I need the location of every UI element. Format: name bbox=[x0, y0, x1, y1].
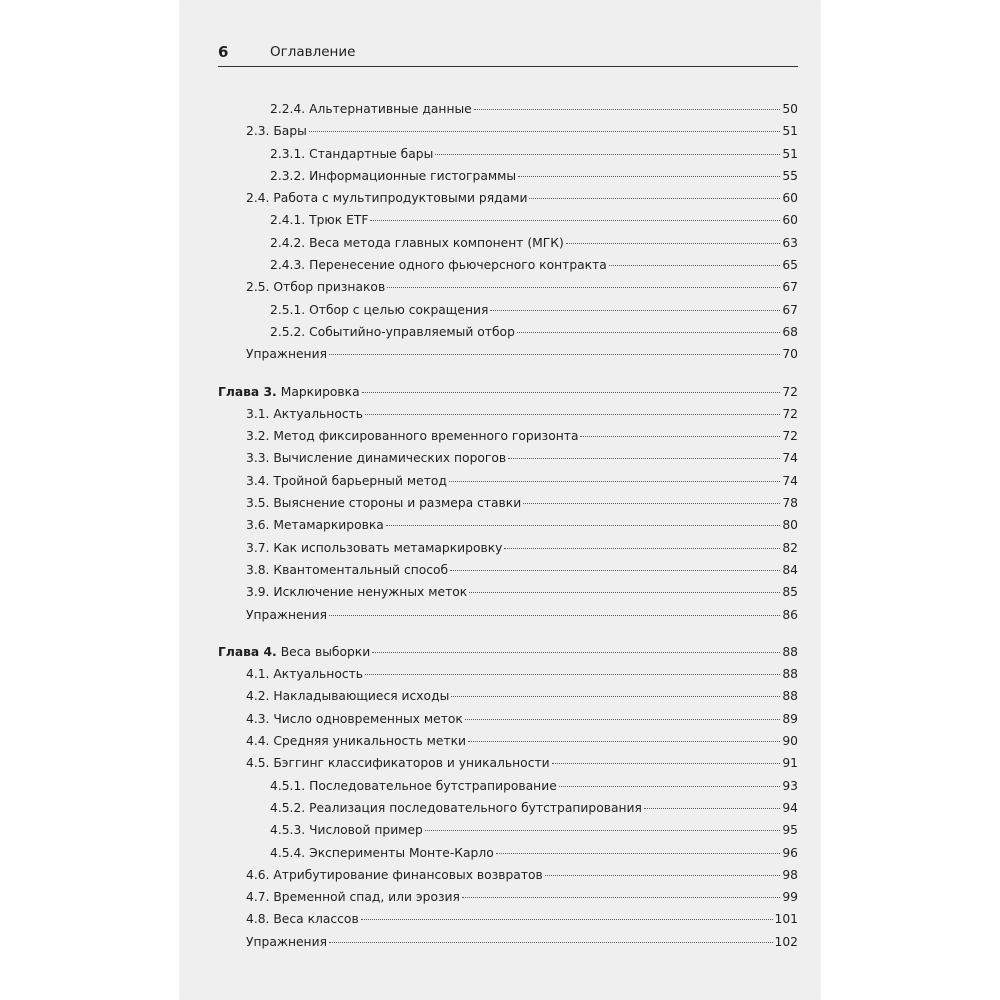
toc-entry-4-5 bbox=[218, 756, 798, 778]
toc-entry-text: 2.3.1. Стандартные бары bbox=[270, 146, 434, 161]
toc-entry-text: 2.5. Отбор признаков bbox=[246, 280, 386, 295]
toc-entry-page: 80 bbox=[782, 518, 798, 533]
toc-entry-page: 60 bbox=[782, 191, 798, 206]
toc-entry-4-3 bbox=[218, 712, 798, 734]
toc-entry-text: 4.5. Бэггинг классификаторов и уникальности bbox=[246, 756, 550, 771]
dot-leader bbox=[309, 131, 780, 132]
toc-entry-2-4-3 bbox=[218, 258, 798, 280]
toc-entry-text: 3.9. Исключение ненужных меток bbox=[246, 585, 468, 600]
toc-entry-text: 3.4. Тройной барьерный метод bbox=[246, 473, 447, 488]
toc-entry-text: 4.5.2. Реализация последовательного бутстрапирования bbox=[270, 800, 642, 815]
toc-entry-text: 2.4.1. Трюк ETF bbox=[270, 213, 369, 228]
dot-leader bbox=[425, 830, 781, 831]
toc-entry-text: 3.8. Квантоментальный способ bbox=[246, 562, 449, 577]
toc-entry-2-5 bbox=[218, 280, 798, 302]
toc-entry-4-2 bbox=[218, 689, 798, 711]
dot-leader bbox=[451, 696, 780, 697]
toc-entry-page: 91 bbox=[782, 756, 798, 771]
dot-leader bbox=[329, 615, 780, 616]
dot-leader bbox=[370, 220, 780, 221]
toc-entry-text: 4.6. Атрибутирование финансовых возвратов bbox=[246, 867, 543, 882]
toc-entry-text: 2.3. Бары bbox=[246, 124, 307, 139]
toc-entry-2-3-2 bbox=[218, 169, 798, 191]
toc-entry-page: 101 bbox=[774, 912, 798, 927]
toc-entry-2-5-2 bbox=[218, 325, 798, 347]
toc-entry-text: 4.5.3. Числовой пример bbox=[270, 823, 423, 838]
running-title: Оглавление bbox=[270, 44, 356, 60]
toc-entry-text: 2.2.4. Альтернативные данные bbox=[270, 102, 472, 116]
toc-entry-page: 65 bbox=[782, 258, 798, 273]
dot-leader bbox=[435, 154, 780, 155]
toc-entry-text: 4.3. Число одновременных меток bbox=[246, 711, 463, 726]
toc-entry-page: 98 bbox=[782, 867, 798, 882]
toc-entry-text: 4.7. Временной спад, или эрозия bbox=[246, 890, 460, 905]
toc-entry-page: 84 bbox=[782, 562, 798, 577]
toc-entry-exercises-ch4 bbox=[218, 935, 798, 957]
toc-entry-4-5-1 bbox=[218, 779, 798, 801]
dot-leader bbox=[468, 741, 780, 742]
chapter-title: Веса выборки bbox=[280, 644, 371, 659]
toc-entry-page: 88 bbox=[782, 689, 798, 704]
toc-entry-text: 3.7. Как использовать метамаркировку bbox=[246, 540, 503, 555]
toc-entry-text: Упражнения bbox=[246, 347, 327, 362]
toc-entry-text: Упражнения bbox=[246, 607, 327, 622]
toc-entry-text: 4.8. Веса классов bbox=[246, 912, 359, 927]
toc-entry-page: 67 bbox=[782, 302, 798, 317]
toc-entry-4-5-2 bbox=[218, 801, 798, 823]
dot-leader bbox=[644, 808, 780, 809]
dot-leader bbox=[517, 332, 780, 333]
dot-leader bbox=[474, 109, 781, 110]
dot-leader bbox=[365, 414, 780, 415]
toc-entry-text: 4.5.4. Эксперименты Монте-Карло bbox=[270, 845, 494, 860]
toc-entry-4-4 bbox=[218, 734, 798, 756]
toc-entry-page: 72 bbox=[782, 406, 798, 421]
header-rule bbox=[218, 66, 798, 67]
dot-leader bbox=[566, 243, 781, 244]
dot-leader bbox=[469, 592, 780, 593]
toc-entry-text: Упражнения bbox=[246, 934, 327, 949]
toc-entry-text: 2.4.3. Перенесение одного фьючерсного контракта bbox=[270, 258, 607, 273]
toc-entry-text: 3.6. Метамаркировка bbox=[246, 518, 384, 533]
toc-entry-3-4 bbox=[218, 474, 798, 496]
dot-leader bbox=[329, 354, 780, 355]
toc-entry-page: 74 bbox=[782, 473, 798, 488]
toc-entry-text: 4.5.1. Последовательное бутстрапирование bbox=[270, 778, 557, 793]
toc-entry-page: 82 bbox=[782, 540, 798, 555]
toc-entry-page: 94 bbox=[782, 800, 798, 815]
toc-entry-3-7 bbox=[218, 541, 798, 563]
page-number: 6 bbox=[218, 43, 229, 61]
toc-entry-page: 88 bbox=[782, 667, 798, 682]
page-header bbox=[218, 43, 798, 65]
dot-leader bbox=[504, 548, 780, 549]
toc-entry-text: 4.1. Актуальность bbox=[246, 667, 364, 682]
dot-leader bbox=[508, 458, 780, 459]
toc-entry-text: 3.1. Актуальность bbox=[246, 406, 364, 421]
dot-leader bbox=[523, 503, 780, 504]
chapter-title: Маркировка bbox=[280, 384, 360, 399]
toc-entry-2-3-1 bbox=[218, 147, 798, 169]
dot-leader bbox=[609, 265, 781, 266]
toc-entry-page: 72 bbox=[782, 384, 798, 399]
toc-entry-page: 89 bbox=[782, 711, 798, 726]
toc-chapter-4 bbox=[218, 645, 798, 667]
toc-entry-4-5-3 bbox=[218, 823, 798, 845]
table-of-contents bbox=[218, 102, 798, 957]
toc-entry-exercises-ch3 bbox=[218, 608, 798, 630]
toc-entry-4-5-4 bbox=[218, 846, 798, 868]
toc-entry-page: 67 bbox=[782, 280, 798, 295]
dot-leader bbox=[449, 481, 780, 482]
toc-entry-page: 72 bbox=[782, 429, 798, 444]
dot-leader bbox=[465, 719, 781, 720]
dot-leader bbox=[372, 652, 780, 653]
dot-leader bbox=[518, 176, 780, 177]
dot-leader bbox=[362, 392, 781, 393]
dot-leader bbox=[386, 525, 781, 526]
toc-entry-page: 95 bbox=[782, 823, 798, 838]
chapter-label: Глава 4. bbox=[218, 644, 277, 659]
toc-entry-text: 3.2. Метод фиксированного временного горизонта bbox=[246, 429, 579, 444]
toc-entry-page: 85 bbox=[782, 585, 798, 600]
dot-leader bbox=[552, 763, 781, 764]
toc-entry-4-7 bbox=[218, 890, 798, 912]
toc-entry-page: 99 bbox=[782, 890, 798, 905]
toc-entry-text: 3.3. Вычисление динамических порогов bbox=[246, 451, 507, 466]
toc-chapter-3 bbox=[218, 385, 798, 407]
toc-entry-4-6 bbox=[218, 868, 798, 890]
toc-entry-page: 88 bbox=[782, 644, 798, 659]
toc-entry-page: 74 bbox=[782, 451, 798, 466]
dot-leader bbox=[450, 570, 780, 571]
toc-entry-page: 55 bbox=[782, 168, 798, 183]
dot-leader bbox=[365, 674, 780, 675]
dot-leader bbox=[559, 786, 781, 787]
dot-leader bbox=[529, 198, 780, 199]
toc-entry-text: 4.4. Средняя уникальность метки bbox=[246, 734, 467, 749]
dot-leader bbox=[580, 436, 780, 437]
toc-entry-3-3 bbox=[218, 451, 798, 473]
toc-entry-4-8 bbox=[218, 912, 798, 934]
toc-entry-3-5 bbox=[218, 496, 798, 518]
toc-entry-page: 50 bbox=[782, 102, 798, 116]
toc-entry-3-1 bbox=[218, 407, 798, 429]
dot-leader bbox=[496, 853, 781, 854]
toc-entry-2-4 bbox=[218, 191, 798, 213]
toc-entry-text: 2.5.1. Отбор с целью сокращения bbox=[270, 302, 489, 317]
dot-leader bbox=[545, 875, 781, 876]
toc-entry-text: 3.5. Выяснение стороны и размера ставки bbox=[246, 496, 522, 511]
toc-entry-page: 63 bbox=[782, 235, 798, 250]
toc-entry-3-9 bbox=[218, 585, 798, 607]
toc-entry-page: 78 bbox=[782, 496, 798, 511]
toc-entry-text: 2.4.2. Веса метода главных компонент (МГК) bbox=[270, 235, 564, 250]
toc-entry-page: 51 bbox=[782, 124, 798, 139]
toc-entry-2-5-1 bbox=[218, 303, 798, 325]
toc-entry-text: 2.4. Работа с мультипродуктовыми рядами bbox=[246, 191, 528, 206]
toc-entry-2-4-2 bbox=[218, 236, 798, 258]
dot-leader bbox=[387, 287, 780, 288]
toc-entry-3-8 bbox=[218, 563, 798, 585]
toc-entry-text: 4.2. Накладывающиеся исходы bbox=[246, 689, 450, 704]
toc-entry-page: 93 bbox=[782, 778, 798, 793]
toc-entry-page: 96 bbox=[782, 845, 798, 860]
toc-entry-page: 51 bbox=[782, 146, 798, 161]
toc-entry-page: 86 bbox=[782, 607, 798, 622]
toc-entry-page: 90 bbox=[782, 734, 798, 749]
toc-entry-2-4-1 bbox=[218, 213, 798, 235]
toc-entry-page: 102 bbox=[774, 934, 798, 949]
toc-entry-3-6 bbox=[218, 518, 798, 540]
toc-entry-3-2 bbox=[218, 429, 798, 451]
dot-leader bbox=[361, 919, 773, 920]
toc-entry-2-3 bbox=[218, 124, 798, 146]
dot-leader bbox=[462, 897, 780, 898]
dot-leader bbox=[490, 310, 780, 311]
dot-leader bbox=[329, 942, 773, 943]
toc-entry-exercises-ch2 bbox=[218, 347, 798, 369]
toc-entry-4-1 bbox=[218, 667, 798, 689]
toc-entry-page: 68 bbox=[782, 324, 798, 339]
toc-entry-page: 60 bbox=[782, 213, 798, 228]
toc-entry-text: 2.3.2. Информационные гистограммы bbox=[270, 168, 517, 183]
chapter-label: Глава 3. bbox=[218, 384, 277, 399]
toc-entry-page: 70 bbox=[782, 347, 798, 362]
toc-entry-2-2-4 bbox=[218, 102, 798, 124]
toc-entry-text: 2.5.2. Событийно-управляемый отбор bbox=[270, 324, 515, 339]
